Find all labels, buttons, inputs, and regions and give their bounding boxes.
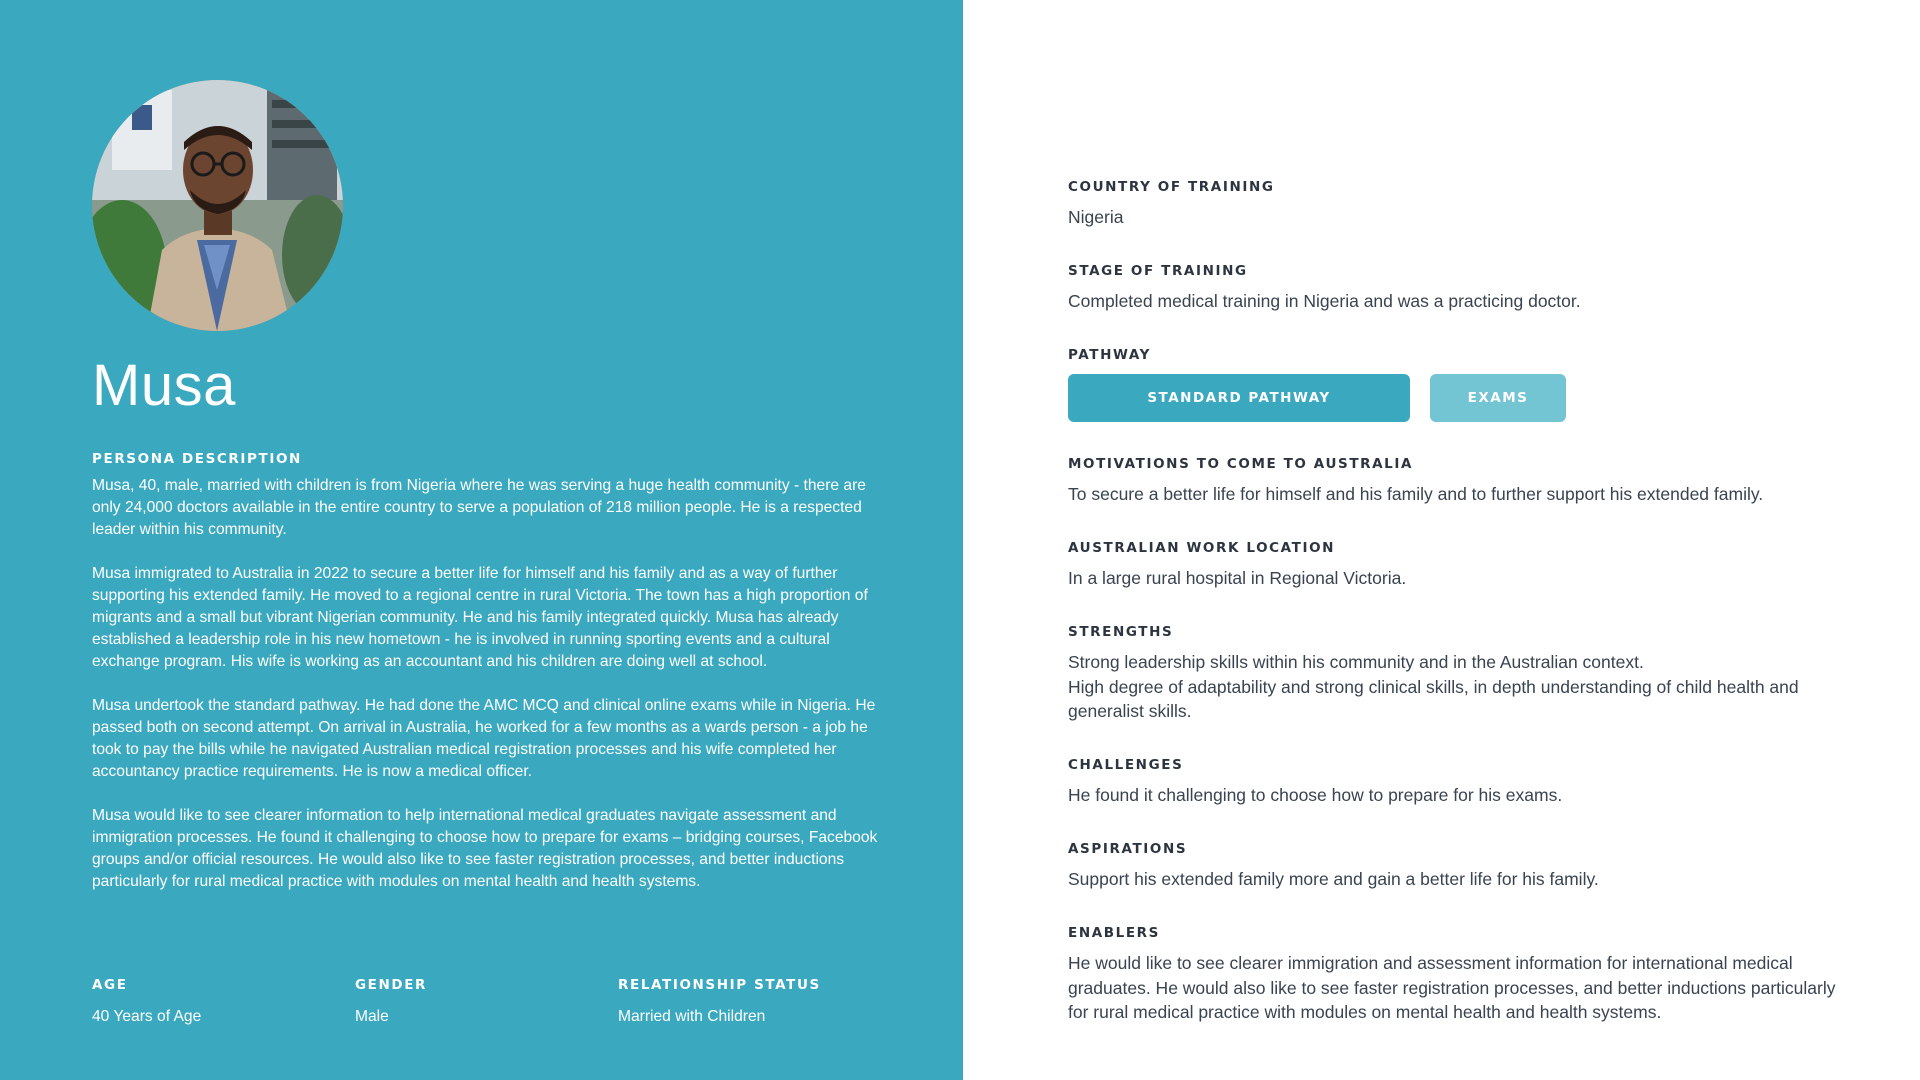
country-of-training: [1068, 179, 1858, 230]
exams-tag: EXAMS: [1430, 374, 1566, 422]
pathway-section: [1068, 347, 1858, 363]
enablers-label: ENABLERS: [1068, 925, 1161, 941]
challenges-value: He found it challenging to choose how to prepare for his exams.: [1068, 785, 1563, 805]
strengths-line: High degree of adaptability and strong clinical skills, in depth understanding of child health and generalist skills.: [1068, 676, 1799, 721]
relationship-block: [618, 977, 821, 1026]
enablers: [1068, 925, 1858, 1025]
strengths: [1068, 624, 1858, 724]
motivations-label: MOTIVATIONS TO COME TO AUSTRALIA: [1068, 456, 1414, 472]
stage-label: STAGE OF TRAINING: [1068, 263, 1248, 279]
description-paragraph: Musa, 40, male, married with children is from Nigeria where he was serving a huge health community - there are only 24,000 doctors available in the entire country to serve a population of 218 million people. He is a respected leader within his community.: [92, 477, 866, 538]
description-paragraph: Musa undertook the standard pathway. He had done the AMC MCQ and clinical online exams while in Nigeria. He passed both on second attempt. On arrival in Australia, he worked for a few months as a wards person - a job he took to pay the bills while he navigated Australian medical registration processes and his wife completed her accountancy practice requirements. He is now a medical officer.: [92, 697, 876, 780]
pathway-tags: [1068, 374, 1566, 422]
description-paragraph: Musa would like to see clearer information to help international medical graduates navigate assessment and immigration processes. He found it challenging to choose how to prepare for exams – bridging courses, Facebook groups and/or official resources. He would also like to see faster registration processes, and better inductions particularly for rural medical practice with modules on mental health and health systems.: [92, 807, 878, 890]
persona-name: Musa: [92, 353, 236, 418]
stage-value: Completed medical training in Nigeria and was a practicing doctor.: [1068, 291, 1581, 311]
challenges-label: CHALLENGES: [1068, 757, 1184, 773]
challenges: [1068, 757, 1858, 808]
persona-photo: [92, 80, 343, 331]
persona-description: [92, 475, 882, 915]
relationship-label: RELATIONSHIP STATUS: [618, 977, 821, 993]
enablers-value: He would like to see clearer immigration and assessment information for international medical graduates. He would also like to see faster registration processes, and better inductions particularly for rural medical practice with modules on mental health and health systems.: [1068, 953, 1836, 1022]
aspirations: [1068, 841, 1858, 892]
location-label: AUSTRALIAN WORK LOCATION: [1068, 540, 1336, 556]
pathway-label: PATHWAY: [1068, 347, 1151, 363]
persona-photo-image: [92, 80, 343, 331]
stage-of-training: [1068, 263, 1858, 314]
strengths-value: [1068, 650, 1858, 724]
description-paragraph: Musa immigrated to Australia in 2022 to secure a better life for himself and his family and as a way of further supporting his extended family. He moved to a regional centre in rural Victoria. The town has a high proportion of migrants and a small but vibrant Nigerian community. He and his family integrated quickly. Musa has already established a leadership role in his new hometown - he is involved in running sporting events and a cultural exchange program. His wife is working as an accountant and his children are doing well at school.: [92, 565, 868, 670]
motivations: [1068, 456, 1858, 507]
strengths-label: STRENGTHS: [1068, 624, 1174, 640]
location-value: In a large rural hospital in Regional Victoria.: [1068, 568, 1407, 588]
strengths-line: Strong leadership skills within his community and in the Australian context.: [1068, 652, 1644, 672]
age-value: 40 Years of Age: [92, 1008, 202, 1025]
age-label: AGE: [92, 977, 128, 993]
gender-label: GENDER: [355, 977, 428, 993]
country-value: Nigeria: [1068, 207, 1124, 227]
details-panel: [1068, 0, 1868, 1080]
motivations-value: To secure a better life for himself and his family and to further support his extended family.: [1068, 484, 1764, 504]
relationship-value: Married with Children: [618, 1008, 766, 1025]
aspirations-label: ASPIRATIONS: [1068, 841, 1188, 857]
aspirations-value: Support his extended family more and gain a better life for his family.: [1068, 869, 1599, 889]
age-block: [92, 977, 201, 1026]
persona-description-label: PERSONA DESCRIPTION: [92, 451, 302, 467]
standard-pathway-tag: STANDARD PATHWAY: [1068, 374, 1410, 422]
gender-value: Male: [355, 1008, 389, 1025]
work-location: [1068, 540, 1858, 591]
country-label: COUNTRY OF TRAINING: [1068, 179, 1275, 195]
gender-block: [355, 977, 427, 1026]
